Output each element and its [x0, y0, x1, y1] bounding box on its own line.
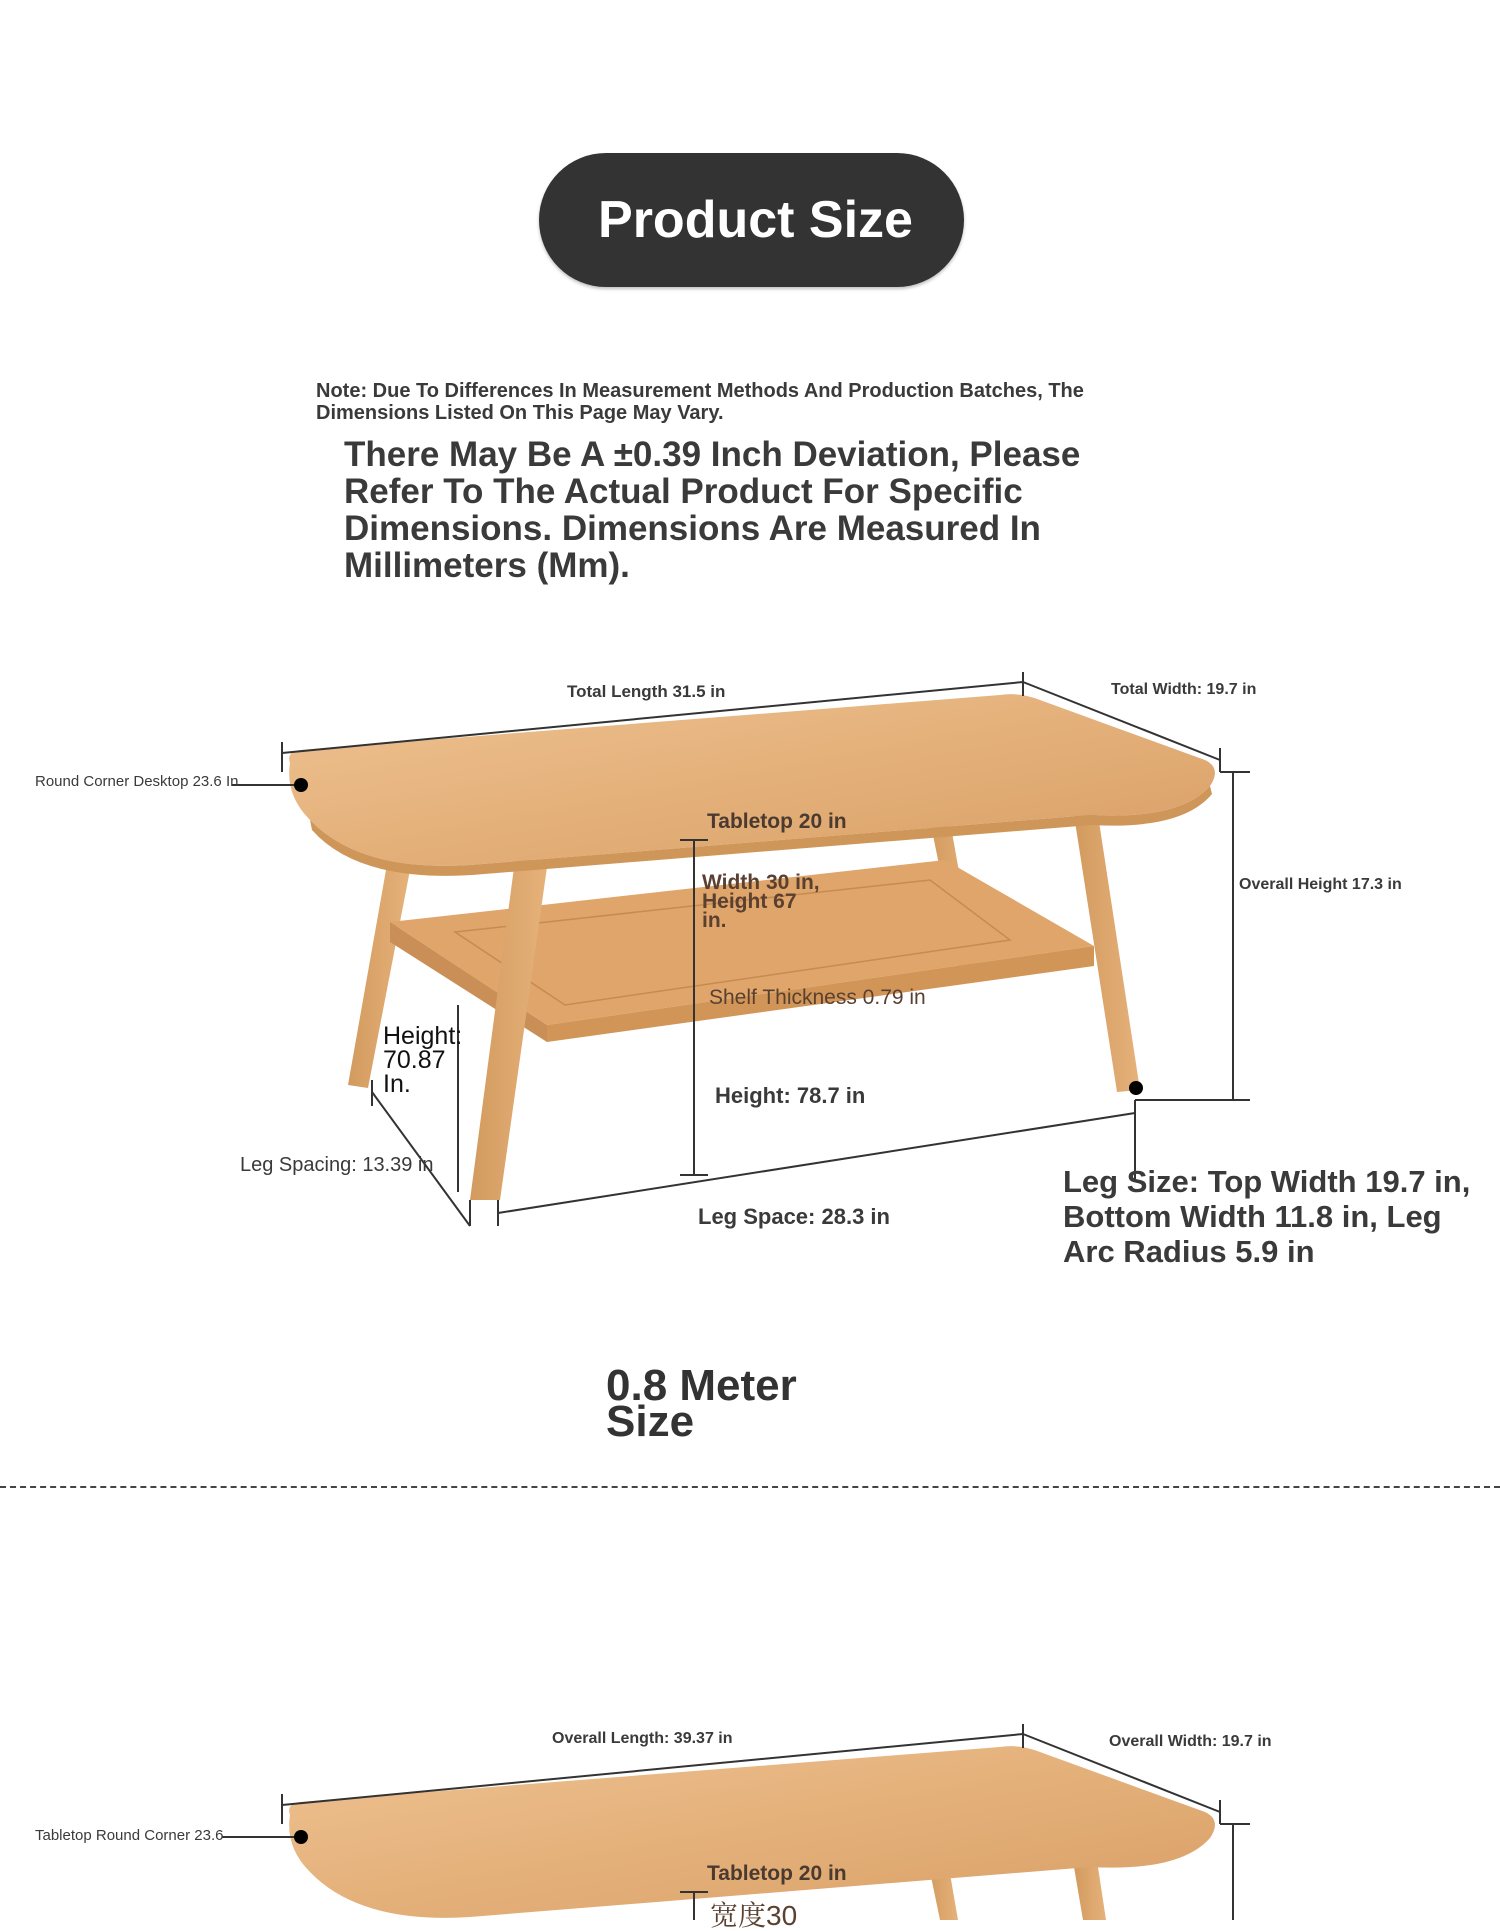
- leg-space-label: Leg Space: 28.3 in: [698, 1204, 890, 1229]
- dashed-divider: [0, 1486, 1500, 1488]
- cutoff-dims-label: 宽度30: [710, 1900, 798, 1931]
- overall-width-label: Overall Width: 19.7 in: [1109, 1733, 1272, 1750]
- tabletop-2: [289, 1746, 1215, 1918]
- overall-height-label: Overall Height 17.3 in: [1239, 876, 1402, 893]
- total-width-label: Total Width: 19.7 in: [1111, 681, 1257, 698]
- total-length-label: Total Length 31.5 in: [567, 682, 726, 701]
- measurement-note: Note: Due To Differences In Measurement Methods And Production Batches, The Dimensions Listed On This Page May Vary.: [316, 380, 1084, 424]
- side-height-label: Height: 70.87 In.: [383, 1022, 463, 1098]
- deviation-note: There May Be A ±0.39 Inch Deviation, Please Refer To The Actual Product For Specific Dimensions. Dimensions Are Measured In Millimeters (Mm).: [344, 435, 1081, 585]
- tabletop: [289, 694, 1215, 866]
- table-diagram-2: [0, 1712, 1500, 1920]
- overall-length-label: Overall Length: 39.37 in: [552, 1730, 733, 1747]
- section-2-title: 0.8 Meter Size: [606, 1361, 797, 1446]
- round-corner-label: Round Corner Desktop 23.6 In: [35, 773, 239, 790]
- shelf-dims-label: Width 30 in, Height 67 in.: [702, 871, 820, 932]
- front-leg-right-2: [1074, 1867, 1106, 1920]
- tabletop-label: Tabletop 20 in: [707, 810, 847, 833]
- height-label: Height: 78.7 in: [715, 1083, 866, 1108]
- tabletop-label-2: Tabletop 20 in: [707, 1862, 847, 1885]
- shelf-thickness-label: Shelf Thickness 0.79 in: [709, 986, 926, 1009]
- leg-spacing-label: Leg Spacing: 13.39 in: [240, 1154, 434, 1176]
- section-title-pill: [539, 153, 964, 287]
- leg-size-label: Leg Size: Top Width 19.7 in, Bottom Width 11.8 in, Leg Arc Radius 5.9 in: [1063, 1164, 1471, 1269]
- tabletop-round-corner-label: Tabletop Round Corner 23.6: [35, 1827, 224, 1844]
- product-size-title: Product Size: [598, 191, 913, 249]
